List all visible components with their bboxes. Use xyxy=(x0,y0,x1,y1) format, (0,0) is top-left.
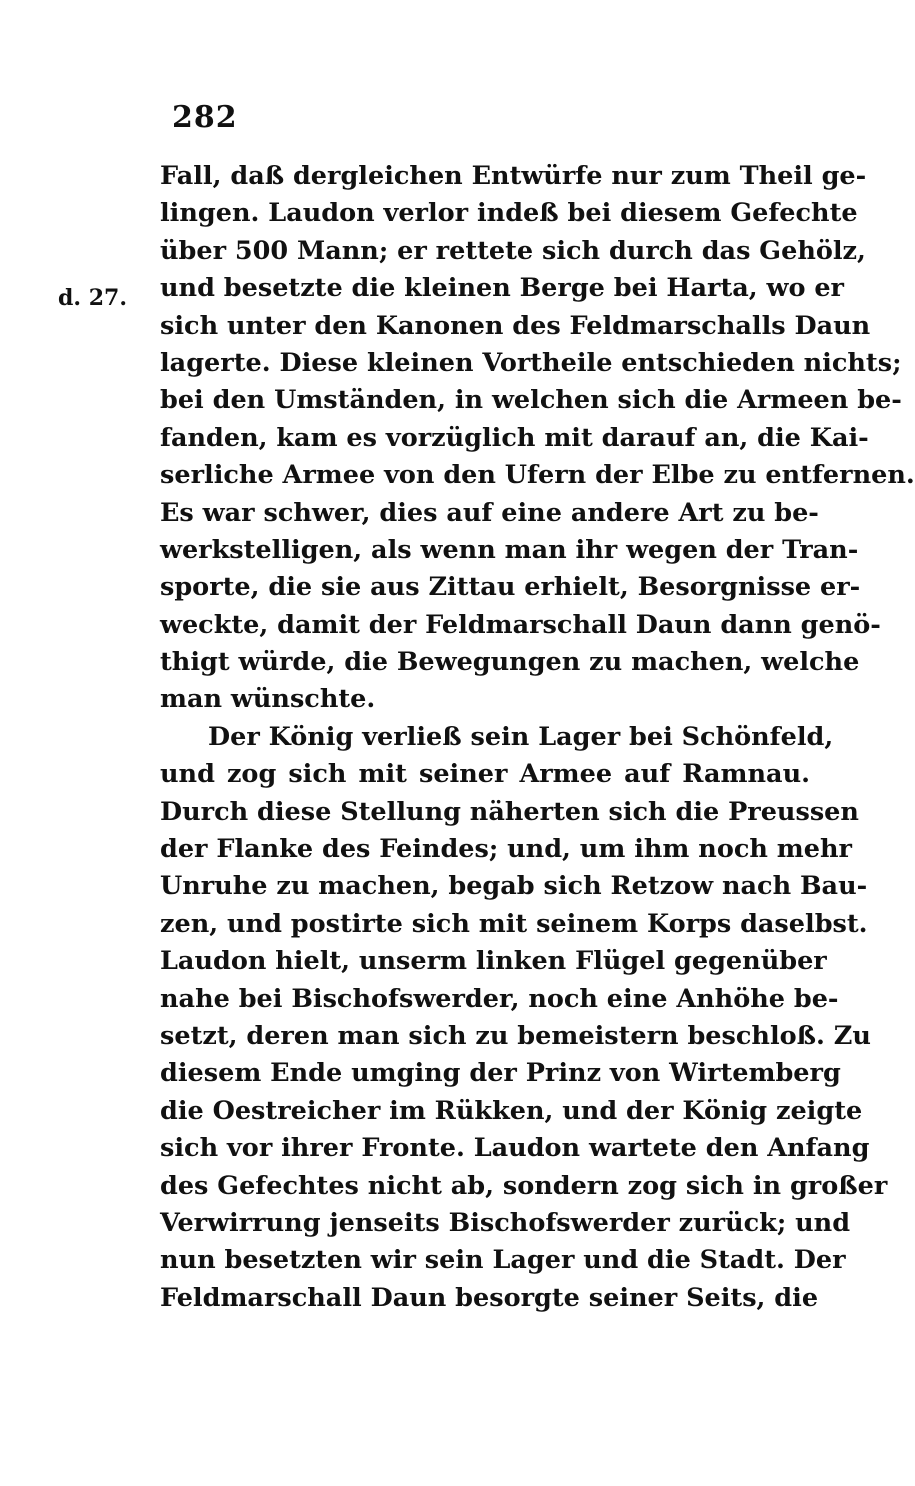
text-line: Unruhe zu machen, begab sich Retzow nach Bau- xyxy=(160,871,868,902)
text-line: zen, und postirte sich mit seinem Korps daselbst. xyxy=(160,908,868,939)
text-line: über 500 Mann; er rettete sich durch das Gehölz, xyxy=(160,235,866,266)
text-line: setzt, deren man sich zu bemeistern beschloß. Zu xyxy=(160,1020,871,1051)
text-line: serliche Armee von den Ufern der Elbe zu entfernen. xyxy=(160,460,915,491)
text-line: die Oestreicher im Rükken, und der König zeigte xyxy=(160,1095,863,1126)
text-line: lagerte. Diese kleinen Vortheile entschieden nichts; xyxy=(160,347,902,378)
text-line: man wünschte. xyxy=(160,684,376,715)
text-line: des Gefechtes nicht ab, sondern zog sich in großer xyxy=(160,1170,888,1201)
text-line: Verwirrung jenseits Bischofswerder zurück; und xyxy=(160,1207,851,1238)
text-line: werkstelligen, als wenn man ihr wegen der Tran- xyxy=(160,534,859,565)
text-line: Durch diese Stellung näherten sich die Preussen xyxy=(160,796,859,827)
text-line: Der König verließ sein Lager bei Schönfeld, xyxy=(208,721,834,752)
body-text xyxy=(160,158,915,1317)
text-line: thigt würde, die Bewegungen zu machen, welche xyxy=(160,647,860,678)
text-line: lingen. Laudon verlor indeß bei diesem Gefechte xyxy=(160,198,858,229)
text-line: sporte, die sie aus Zittau erhielt, Besorgnisse er- xyxy=(160,572,861,603)
text-line: diesem Ende umging der Prinz von Wirtemberg xyxy=(160,1058,841,1089)
text-line: der Flanke des Feindes; und, um ihm noch mehr xyxy=(160,834,852,865)
text-line: sich vor ihrer Fronte. Laudon wartete den Anfang xyxy=(160,1133,870,1164)
text-line: Laudon hielt, unserm linken Flügel gegenüber xyxy=(160,946,827,977)
text-line: und besetzte die kleinen Berge bei Harta, wo er xyxy=(160,273,844,304)
text-line: Feldmarschall Daun besorgte seiner Seits, die xyxy=(160,1282,819,1313)
text-line: und zog sich mit seiner Armee auf Ramnau. xyxy=(160,759,810,790)
text-line: sich unter den Kanonen des Feldmarschalls Daun xyxy=(160,310,871,341)
text-line: bei den Umständen, in welchen sich die Armeen be- xyxy=(160,385,902,416)
text-line: nahe bei Bischofswerder, noch eine Anhöhe be- xyxy=(160,983,839,1014)
text-line: weckte, damit der Feldmarschall Daun dann genö- xyxy=(160,609,881,640)
text-line: nun besetzten wir sein Lager und die Stadt. Der xyxy=(160,1245,846,1276)
margin-date-note: d. 27. xyxy=(58,285,127,311)
text-line: Fall, daß dergleichen Entwürfe nur zum Theil ge- xyxy=(160,161,867,191)
text-line: fanden, kam es vorzüglich mit darauf an, die Kai- xyxy=(160,422,869,453)
text-line: Es war schwer, dies auf eine andere Art zu be- xyxy=(160,497,819,528)
page-number: 282 xyxy=(172,100,238,135)
